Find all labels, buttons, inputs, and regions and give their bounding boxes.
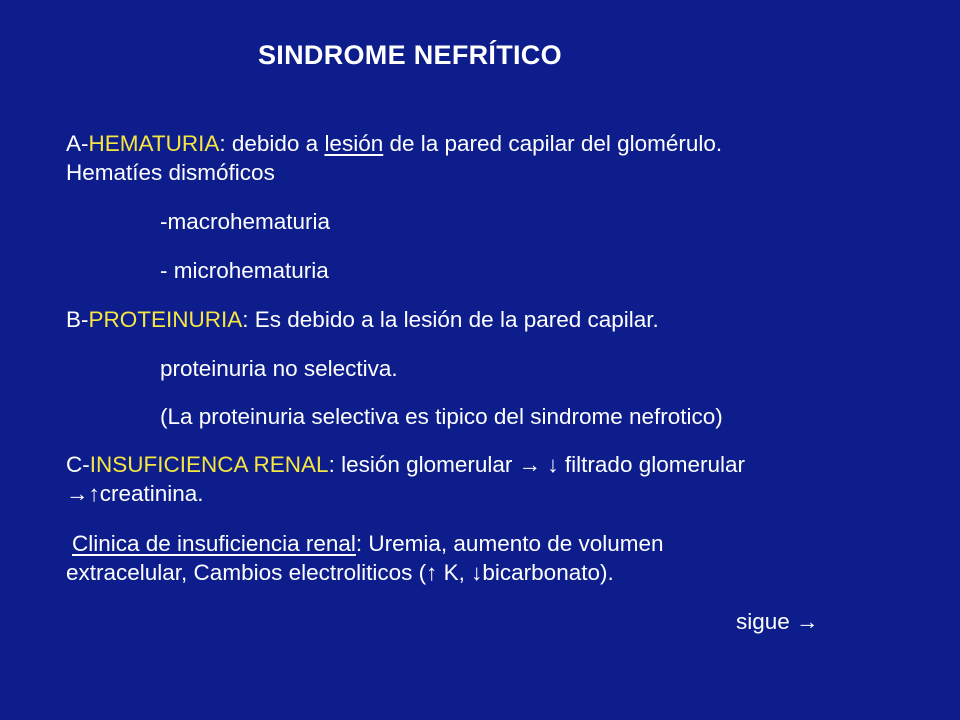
insuficiencia-prefix: C- <box>66 452 90 477</box>
microhematuria-item: - microhematuria <box>160 258 329 283</box>
arrow-right-icon: → <box>518 452 542 477</box>
clinica-line <box>72 530 664 558</box>
slide-title: SINDROME NEFRÍTICO <box>258 40 562 70</box>
sigue-link[interactable] <box>736 608 819 636</box>
hematuria-line-2: Hematíes dismóficos <box>66 160 275 185</box>
clinica-underlined: Clinica de insuficiencia renal <box>72 531 356 556</box>
hematuria-rest: de la pared capilar del glomérulo. <box>383 131 723 156</box>
arrow-down-icon: ↓ <box>547 452 559 477</box>
proteinuria-rest: : Es debido a la lesión de la pared capilar. <box>242 307 659 332</box>
arrow-up-icon: ↑ <box>88 481 100 506</box>
hematuria-colon: : debido a <box>219 131 325 156</box>
insuficiencia-term: INSUFICIENCA RENAL <box>89 452 329 477</box>
proteinuria-item-2: (La proteinuria selectiva es tipico del sindrome nefrotico) <box>160 404 723 429</box>
arrow-right-icon: → <box>66 481 89 506</box>
insuficiencia-line-2 <box>66 480 204 508</box>
clinica-rest: : Uremia, aumento de volumen <box>355 531 664 556</box>
insuficiencia-rest-a: : lesión glomerular <box>328 452 519 477</box>
hematuria-term: HEMATURIA <box>88 131 220 156</box>
hematuria-underlined-word: lesión <box>324 131 384 156</box>
proteinuria-item-1: proteinuria no selectiva. <box>160 356 398 381</box>
macrohematuria-item: -macrohematuria <box>160 209 331 234</box>
hematuria-prefix: A- <box>66 131 89 156</box>
insuficiencia-line <box>66 451 745 479</box>
proteinuria-term: PROTEINURIA <box>88 307 243 332</box>
sigue-text: sigue <box>736 609 797 634</box>
hematuria-line <box>66 130 722 158</box>
insuficiencia-rest-b: filtrado glomerular <box>558 452 745 477</box>
proteinuria-line <box>66 306 659 334</box>
proteinuria-prefix: B- <box>66 307 89 332</box>
clinica-line-2: extracelular, Cambios electroliticos (↑ K, ↓bicarbonato). <box>66 560 614 585</box>
arrow-right-icon: → <box>796 609 819 634</box>
creatinina-text: creatinina. <box>99 481 204 506</box>
